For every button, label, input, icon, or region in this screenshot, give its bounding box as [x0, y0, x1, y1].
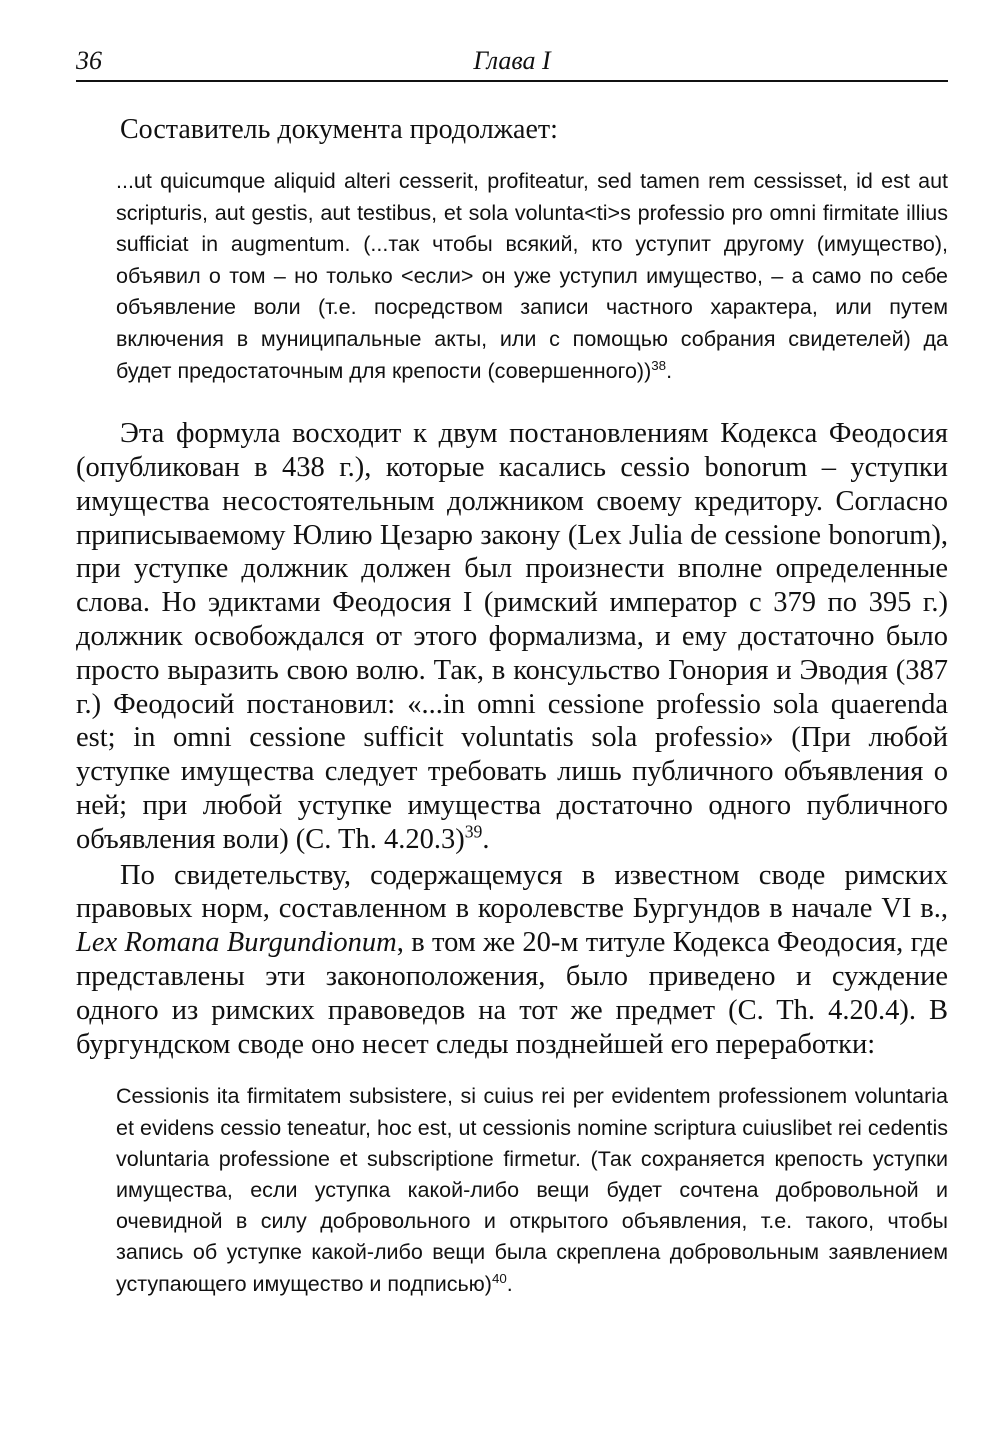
page-header	[76, 40, 948, 82]
paragraph-formula-origin	[76, 417, 948, 856]
block-quote-latin-2	[116, 1081, 948, 1299]
paragraph-burgundian-code	[76, 859, 948, 1062]
paragraph-2-before: По свидетельству, содержащемуся в известном своде римских правовых норм, составленном в королевстве Бургундов в начале VI в.,	[76, 859, 948, 925]
page-number: 36	[76, 46, 102, 75]
quote-2-end: .	[506, 1271, 513, 1296]
intro-line: Составитель документа продолжает:	[120, 114, 558, 145]
book-page	[76, 40, 948, 1300]
footnote-ref-40[interactable]: 40	[491, 1270, 507, 1286]
quote-1-end: .	[666, 358, 673, 383]
quote-2-text: Cessionis ita firmitatem subsistere, si cuius rei per evidentem professionem voluntaria et evidens cessio teneatur, hoc est, ut cessionis nomine scriptura cuiuslibet rei cedentis voluntaria professione et subscriptione firmetur. (Так сохраняется крепость уступки имущества, если уступка какой-либо вещи будет сочтена добровольной и очевидной в силу добровольного и открытого объявления, т.е. такого, чтобы запись об уступке какой-либо вещи была скреплена добровольным заявлением уступающего имущество и подписью)	[116, 1084, 948, 1296]
block-quote-latin-1	[116, 166, 948, 387]
paragraph-2-italic-title: Lex Romana Burgundionum	[76, 927, 397, 959]
footnote-ref-38[interactable]: 38	[651, 357, 667, 373]
paragraph-1-end: .	[482, 823, 490, 855]
paragraph-1-text: Эта формула восходит к двум постановлениям Кодекса Феодосия (опубликован в 438 г.), которые касались cessio bonorum – уступки имущества несостоятельным должником своему кредитору. Согласно приписываемому Юлию Цезарю закону (Lex Julia de cessione bonorum), при уступке должник должен был произнести вполне определенные слова. Но эдиктами Феодосия I (римский император с 379 по 395 г.) должник освобождался от этого формализма, и ему достаточно было просто выразить свою волю. Так, в консульство Гонория и Эводия (387 г.) Феодосий постановил: «...in omni cessione professio sola quaerenda est; in omni cessione sufficit voluntatis sola professio» (При любой уступке имущества следует требовать лишь публичного объявления о ней; при любой уступке имущества достаточно одного публичного объявления воли) (C. Th. 4.20.3)	[76, 418, 948, 855]
running-title: Глава I	[473, 46, 551, 75]
footnote-ref-39[interactable]: 39	[464, 821, 483, 842]
paragraph-2-after: , в том же 20-м титуле Кодекса Феодосия, где представлены эти законоположения, было приведено и суждение одного из римских правоведов на тот же предмет (C. Th. 4.20.4). В бургундском своде оно несет следы позднейшей его переработки:	[76, 927, 948, 1060]
quote-1-text: ...ut quicumque aliquid alteri cesserit, profiteatur, sed tamen rem cessisset, id est aut scripturis, aut gestis, aut testibus, et sola volunta<ti>s professio pro omni firmitate illius sufficiat in augmentum. (...так чтобы всякий, кто уступит другому (имущество), объявил о том – но только <если> он уже уступил имущество, – а само по себе объявление воли (т.е. посредством записи частного характера, или путем включения в муниципальные акты, или с помощью собрания свидетелей) да будет предостаточным для крепости (совершенного))	[116, 169, 948, 383]
